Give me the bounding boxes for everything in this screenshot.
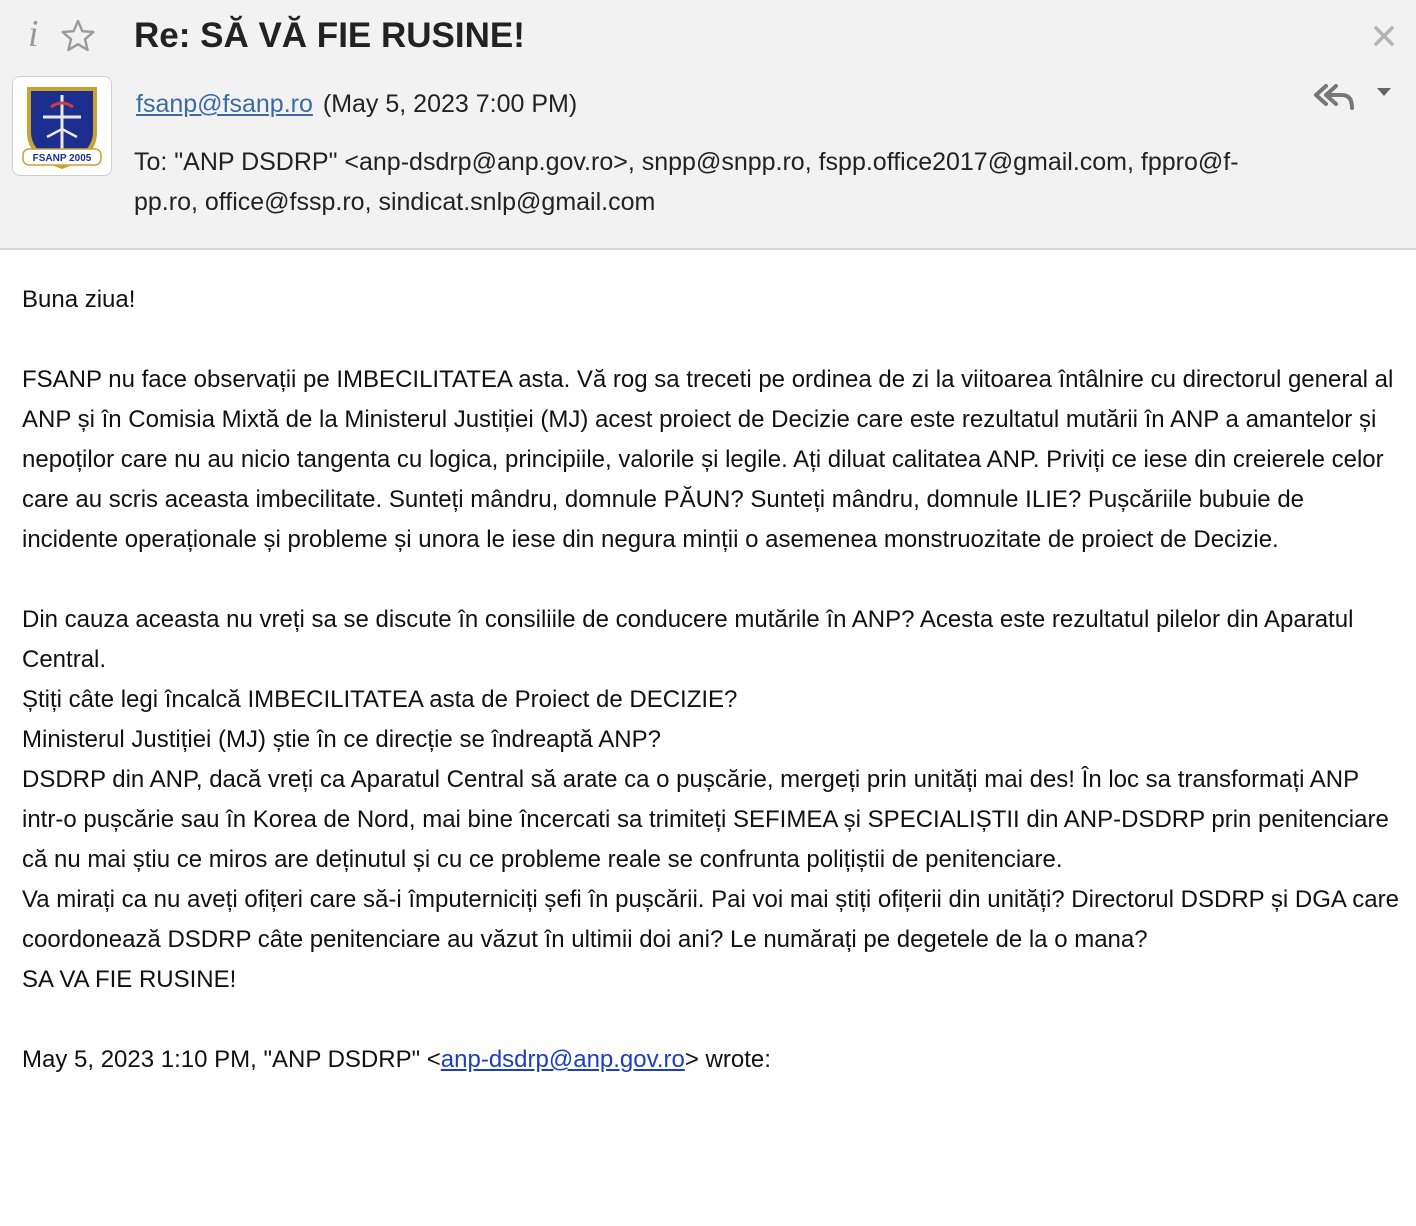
fsanp-logo-icon	[13, 77, 111, 175]
avatar-text: FSANP 2005	[32, 153, 92, 164]
quote-header	[22, 1040, 1402, 1080]
close-icon[interactable]	[1372, 24, 1396, 48]
sender-line	[136, 86, 577, 122]
quote-suffix: > wrote:	[684, 1046, 771, 1073]
message-header	[0, 0, 1416, 250]
body-line: DSDRP din ANP, dacă vreți ca Aparatul Central să arate ca o pușcărie, mergeți prin unități mai des! În loc sa transformați ANP intr-o pușcărie sau în Korea de Nord, mai bine încercati sa trimiteți SEFIMEA și SPECIALIȘTII din ANP-DSDRP prin penitenciare că nu mai știu ce miros are deținutul și cu ce probleme reale se confrunta polițiștii de penitenciare.	[22, 766, 1389, 873]
message-body	[22, 280, 1402, 1080]
body-line: Va mirați ca nu aveți ofițeri care să-i împuterniciți șefi în pușcării. Pai voi mai știți ofițerii din unități? Directorul DSDRP și DGA care coordonează DSDRP câte penitenciare au văzut în ultimii doi ani? Le numărați pe degetele de la o mana?	[22, 886, 1399, 953]
quote-email-link[interactable]: anp-dsdrp@anp.gov.ro	[440, 1046, 685, 1073]
greeting: Buna ziua!	[22, 286, 136, 313]
sender-email-link[interactable]: fsanp@fsanp.ro	[136, 90, 313, 118]
reply-all-icon[interactable]	[1312, 80, 1356, 112]
body-paragraph: FSANP nu face observații pe IMBECILITATEA asta. Vă rog sa treceti pe ordinea de zi la viitoarea întâlnire cu directorul general al ANP și în Comisia Mixtă de la Ministerul Justiției (MJ) acest proiect de Decizie care este rezultatul mutării în ANP a amantelor și nepoților care nu au nicio tangenta cu logica, principiile, valorile și legile. Ați diluat calitatea ANP. Priviți ce iese din creierele celor care au scris aceasta imbecilitate. Sunteți mândru, domnule PĂUN? Sunteți mândru, domnule ILIE? Pușcăriile bubuie de incidente operaționale și probleme și unora le iese din negura minții o asemenea monstruozitate de proiect de Decizie.	[22, 366, 1394, 553]
recipients-line: To: "ANP DSDRP" <anp-dsdrp@anp.gov.ro>, snpp@snpp.ro, fspp.office2017@gmail.com, fppro@f-pp.ro, office@fssp.ro, sindicat.snlp@gmail.com	[134, 148, 1239, 216]
message-subject: Re: SĂ VĂ FIE RUSINE!	[134, 16, 525, 55]
body-line: Știți câte legi încalcă IMBECILITATEA asta de Proiect de DECIZIE?	[22, 686, 738, 713]
star-icon[interactable]	[60, 18, 96, 54]
body-line: SA VA FIE RUSINE!	[22, 966, 237, 993]
avatar	[12, 76, 112, 176]
quote-prefix: May 5, 2023 1:10 PM, "ANP DSDRP" <	[22, 1046, 441, 1073]
message-date: (May 5, 2023 7:00 PM)	[322, 90, 578, 118]
chevron-down-icon[interactable]	[1376, 86, 1392, 98]
info-icon[interactable]: i	[28, 13, 39, 55]
body-line: Din cauza aceasta nu vreți sa se discute în consiliile de conducere mutările în ANP? Acesta este rezultatul pilelor din Aparatul Central.	[22, 606, 1354, 673]
body-line: Ministerul Justiției (MJ) știe în ce direcție se îndreaptă ANP?	[22, 726, 661, 753]
